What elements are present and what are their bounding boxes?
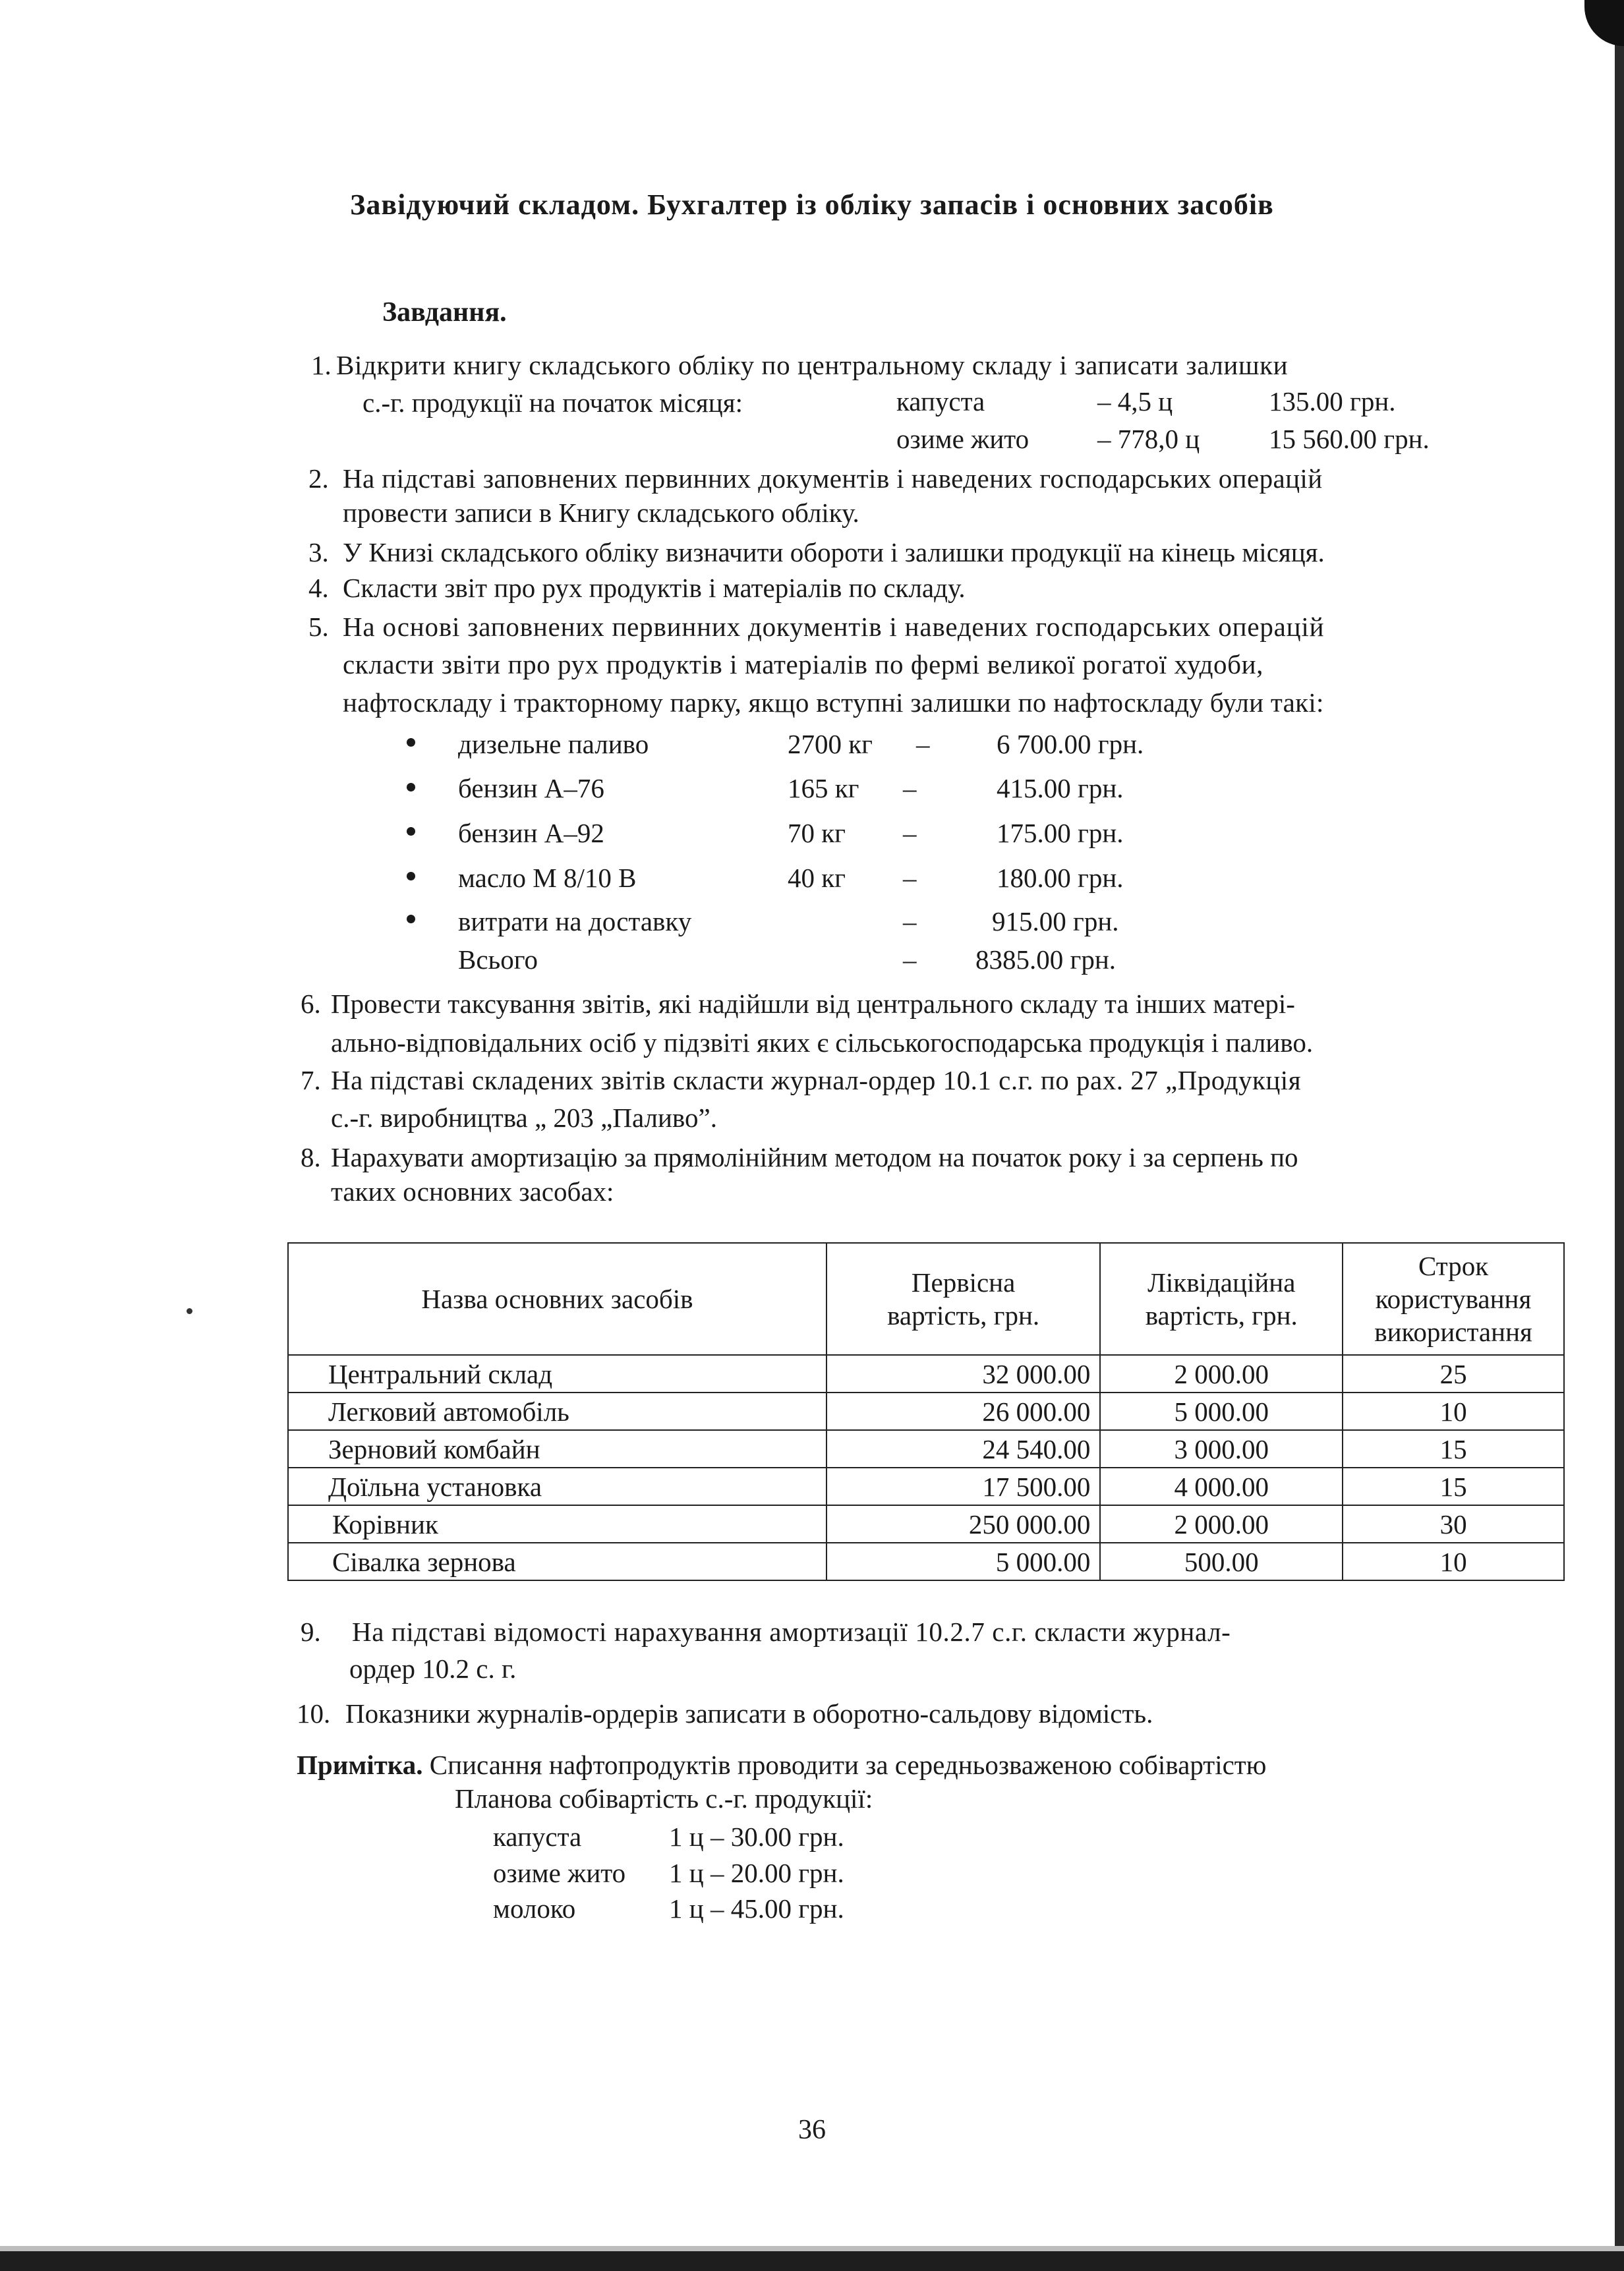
asset-name: Корівник	[288, 1505, 826, 1543]
task-5-number: 5.	[308, 612, 329, 642]
fuel-dash: –	[903, 773, 917, 803]
task-6-number: 6.	[301, 989, 321, 1019]
fuel-name: дизельне паливо	[458, 729, 649, 759]
bullet-icon	[407, 827, 415, 836]
note-text: Списання нафтопродуктів проводити за середньозваженою собівартістю	[429, 1750, 1267, 1780]
task-4-line-1: Скласти звіт про рух продуктів і матеріалів по складу.	[343, 573, 966, 603]
header-useful-life-line-3: використання	[1374, 1317, 1532, 1347]
fuel-total-dash: –	[903, 944, 917, 975]
header-useful-life-line-1: Строк	[1418, 1251, 1489, 1281]
page-number: 36	[798, 2115, 826, 2145]
asset-useful-life: 25	[1343, 1355, 1564, 1393]
fuel-qty: 70 кг	[788, 818, 846, 848]
plan-item-value: 1 ц – 30.00 грн.	[669, 1822, 844, 1852]
task-6-line-2: ально-відповідальних осіб у підзвіті яких є сільськогосподарська продукція і паливо.	[331, 1027, 1314, 1058]
scan-dot	[187, 1308, 192, 1314]
scan-corner	[1584, 0, 1624, 46]
tasks-heading: Завдання.	[382, 297, 507, 328]
scan-edge-fade	[0, 2246, 1624, 2251]
asset-liquidation-value: 2 000.00	[1100, 1505, 1343, 1543]
table-row	[288, 1505, 1564, 1543]
asset-initial-cost: 32 000.00	[826, 1355, 1101, 1393]
task-2-line-2: провести записи в Книгу складського обліку.	[343, 498, 859, 528]
task-2-line-1: На підставі заповнених первинних документів і наведених господарських операцій	[343, 463, 1323, 494]
scan-edge-bottom	[0, 2251, 1624, 2271]
task-8-number: 8.	[301, 1142, 321, 1172]
asset-name: Центральний склад	[288, 1355, 826, 1393]
fuel-dash: –	[903, 863, 917, 893]
stock-item-qty: – 4,5 ц	[1097, 386, 1173, 417]
fuel-name: масло М 8/10 В	[458, 863, 637, 893]
table-row	[288, 1543, 1564, 1580]
table-header-row	[288, 1243, 1564, 1355]
fuel-sum: 415.00 грн.	[997, 773, 1124, 803]
fuel-sum: 6 700.00 грн.	[997, 729, 1144, 759]
task-9-line-2: ордер 10.2 с. г.	[349, 1653, 517, 1684]
bullet-icon	[407, 738, 415, 747]
task-3-number: 3.	[308, 537, 329, 567]
fuel-sum: 175.00 грн.	[997, 818, 1124, 848]
task-1-number: 1.	[311, 350, 332, 380]
fuel-total-sum: 8385.00 грн.	[975, 944, 1116, 975]
task-8-line-1: Нарахувати амортизацію за прямолінійним методом на початок року і за серпень по	[331, 1142, 1298, 1172]
table-row	[288, 1355, 1564, 1393]
fuel-total-label: Всього	[458, 944, 538, 975]
plan-item-name: капуста	[493, 1822, 582, 1852]
task-10-number: 10.	[297, 1698, 331, 1729]
bullet-icon	[407, 915, 415, 923]
task-10-line-1: Показники журналів-ордерів записати в оборотно-сальдову відомість.	[345, 1698, 1153, 1729]
header-liquidation-value	[1100, 1243, 1343, 1355]
asset-name: Сівалка зернова	[288, 1543, 826, 1580]
fuel-name: бензин А–76	[458, 773, 604, 803]
header-useful-life-line-2: користування	[1375, 1284, 1532, 1314]
task-3-line-1: У Книзі складського обліку визначити обороти і залишки продукції на кінець місяця.	[343, 537, 1325, 567]
asset-initial-cost: 24 540.00	[826, 1430, 1101, 1468]
task-4-number: 4.	[308, 573, 329, 603]
asset-name: Легковий автомобіль	[288, 1393, 826, 1430]
stock-item-sum: 15 560.00 грн.	[1269, 424, 1430, 454]
asset-initial-cost: 26 000.00	[826, 1393, 1101, 1430]
bullet-icon	[407, 872, 415, 880]
fuel-dash: –	[903, 818, 917, 848]
page-title: Завідуючий складом. Бухгалтер із обліку запасів і основних засобів	[350, 188, 1274, 221]
task-2-number: 2.	[308, 463, 329, 494]
bullet-icon	[407, 783, 415, 791]
fuel-qty: 40 кг	[788, 863, 846, 893]
header-initial-cost-line-1: Первісна	[911, 1267, 1016, 1298]
header-asset-name: Назва основних засобів	[288, 1243, 826, 1355]
plan-item-name: озиме жито	[493, 1858, 626, 1888]
asset-liquidation-value: 500.00	[1100, 1543, 1343, 1580]
plan-item-name: молоко	[493, 1893, 576, 1924]
fixed-assets-table	[287, 1242, 1565, 1581]
task-7-number: 7.	[301, 1065, 321, 1095]
task-7-line-2: с.-г. виробництва „ 203 „Паливо”.	[331, 1103, 717, 1133]
asset-useful-life: 30	[1343, 1505, 1564, 1543]
header-liquidation-line-2: вартість, грн.	[1145, 1300, 1298, 1331]
fuel-dash: –	[903, 906, 917, 936]
stock-item-name: капуста	[896, 386, 985, 417]
task-6-line-1: Провести таксування звітів, які надійшли від центрального складу та інших матері-	[331, 989, 1295, 1019]
asset-useful-life: 10	[1343, 1393, 1564, 1430]
task-5-line-1: На основі заповнених первинних документів і наведених господарських операцій	[343, 612, 1325, 642]
header-initial-cost-line-2: вартість, грн.	[887, 1300, 1040, 1331]
task-1-line-1: Відкрити книгу складського обліку по центральному складу і записати залишки	[336, 350, 1289, 380]
fuel-name: бензин А–92	[458, 818, 604, 848]
asset-liquidation-value: 5 000.00	[1100, 1393, 1343, 1430]
plan-cost-title: Планова собівартість с.-г. продукції:	[455, 1783, 873, 1814]
task-1-line-2: с.-г. продукції на початок місяця:	[362, 388, 743, 418]
asset-initial-cost: 250 000.00	[826, 1505, 1101, 1543]
task-9-line-1: На підставі відомості нарахування амортизації 10.2.7 с.г. скласти журнал-	[352, 1617, 1231, 1647]
asset-name: Доїльна установка	[288, 1468, 826, 1505]
fuel-dash: –	[916, 729, 930, 759]
fuel-name: витрати на доставку	[458, 906, 692, 936]
asset-initial-cost: 5 000.00	[826, 1543, 1101, 1580]
scan-edge-right	[1615, 0, 1624, 2271]
task-5-line-3: нафтоскладу і тракторному парку, якщо вступні залишки по нафтоскладу були такі:	[343, 687, 1324, 718]
task-9-number: 9.	[301, 1617, 321, 1647]
task-7-line-1: На підставі складених звітів скласти журнал-ордер 10.1 с.г. по рах. 27 „Продукція	[331, 1065, 1302, 1095]
asset-liquidation-value: 4 000.00	[1100, 1468, 1343, 1505]
stock-item-qty: – 778,0 ц	[1097, 424, 1200, 454]
asset-useful-life: 15	[1343, 1430, 1564, 1468]
stock-item-name: озиме жито	[896, 424, 1030, 454]
asset-liquidation-value: 2 000.00	[1100, 1355, 1343, 1393]
asset-useful-life: 15	[1343, 1468, 1564, 1505]
note-label: Примітка.	[297, 1750, 423, 1780]
asset-name: Зерновий комбайн	[288, 1430, 826, 1468]
fuel-sum: 915.00 грн.	[992, 906, 1119, 936]
table-row	[288, 1430, 1564, 1468]
table-row	[288, 1393, 1564, 1430]
header-liquidation-line-1: Ліквідаційна	[1147, 1267, 1296, 1298]
header-initial-cost	[826, 1243, 1101, 1355]
header-useful-life	[1343, 1243, 1564, 1355]
fuel-sum: 180.00 грн.	[997, 863, 1124, 893]
stock-item-sum: 135.00 грн.	[1269, 386, 1396, 417]
task-5-line-2: скласти звіти про рух продуктів і матеріалів по фермі великої рогатої худоби,	[343, 649, 1263, 679]
note-paragraph	[297, 1748, 1266, 1782]
fuel-qty: 165 кг	[788, 773, 859, 803]
asset-initial-cost: 17 500.00	[826, 1468, 1101, 1505]
fuel-qty: 2700 кг	[788, 729, 873, 759]
table-row	[288, 1468, 1564, 1505]
asset-liquidation-value: 3 000.00	[1100, 1430, 1343, 1468]
plan-item-value: 1 ц – 20.00 грн.	[669, 1858, 844, 1888]
asset-useful-life: 10	[1343, 1543, 1564, 1580]
task-8-line-2: таких основних засобах:	[331, 1176, 614, 1207]
plan-item-value: 1 ц – 45.00 грн.	[669, 1893, 844, 1924]
